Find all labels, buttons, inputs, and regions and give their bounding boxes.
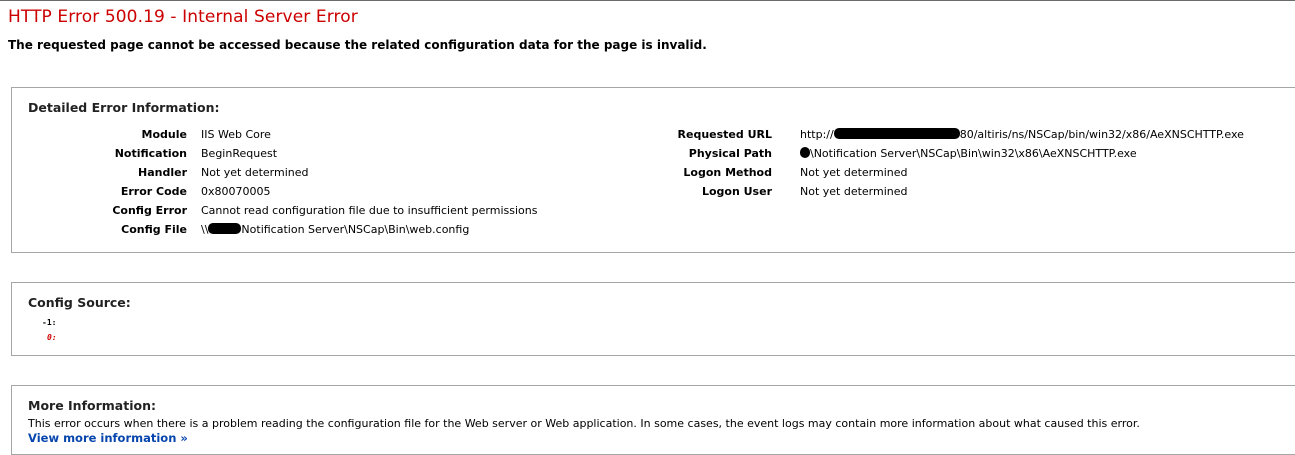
more-information-heading: More Information: [28, 398, 156, 413]
detail-label: Error Code [120, 185, 187, 198]
view-more-information-link[interactable]: View more information » [28, 431, 188, 445]
detail-value [800, 147, 1137, 160]
config-source-section [11, 282, 1295, 356]
error-subtitle: The requested page cannot be accessed because the related configuration data for the page is invalid. [8, 38, 707, 52]
detail-label: Physical Path [688, 147, 772, 160]
detail-label: Logon Method [683, 166, 772, 179]
detail-label: Notification [114, 147, 187, 160]
error-title: HTTP Error 500.19 - Internal Server Error [8, 7, 358, 27]
detailed-error-heading: Detailed Error Information: [28, 100, 220, 115]
detail-value [201, 223, 469, 236]
path-text: Notification Server\NSCap\Bin\web.config [241, 223, 470, 236]
url-text: 80/altiris/ns/NSCap/bin/win32/x86/AeXNSCHTTP.exe [959, 128, 1244, 141]
redaction-mark [834, 128, 960, 139]
more-information-text: This error occurs when there is a problem reading the configuration file for the Web server or Web application. In some cases, the event logs may contain more information about what caused this error. [28, 417, 1140, 430]
detail-label: Logon User [701, 185, 772, 198]
config-source-error-line-number: 0: [47, 333, 57, 342]
config-source-heading: Config Source: [28, 295, 131, 310]
detail-value: 0x80070005 [201, 185, 271, 198]
detail-value: Cannot read configuration file due to insufficient permissions [201, 204, 538, 217]
redaction-mark [800, 147, 810, 158]
path-prefix: \\ [201, 223, 209, 236]
detail-value: BeginRequest [201, 147, 278, 160]
detail-label: Requested URL [677, 128, 772, 141]
path-text: \Notification Server\NSCap\Bin\win32\x86\AeXNSCHTTP.exe [810, 147, 1137, 160]
detailed-error-section [11, 87, 1295, 253]
config-source-line-number: -1: [42, 318, 57, 327]
detail-value: Not yet determined [201, 166, 309, 179]
detail-value [800, 128, 1244, 141]
detail-value: Not yet determined [800, 185, 908, 198]
detail-value: IIS Web Core [201, 128, 271, 141]
detail-label: Config File [121, 223, 187, 236]
detail-label: Handler [138, 166, 187, 179]
url-prefix: http:// [800, 128, 834, 141]
detail-value: Not yet determined [800, 166, 908, 179]
detail-label: Config Error [112, 204, 187, 217]
detail-label: Module [141, 128, 187, 141]
redaction-mark [208, 223, 241, 234]
